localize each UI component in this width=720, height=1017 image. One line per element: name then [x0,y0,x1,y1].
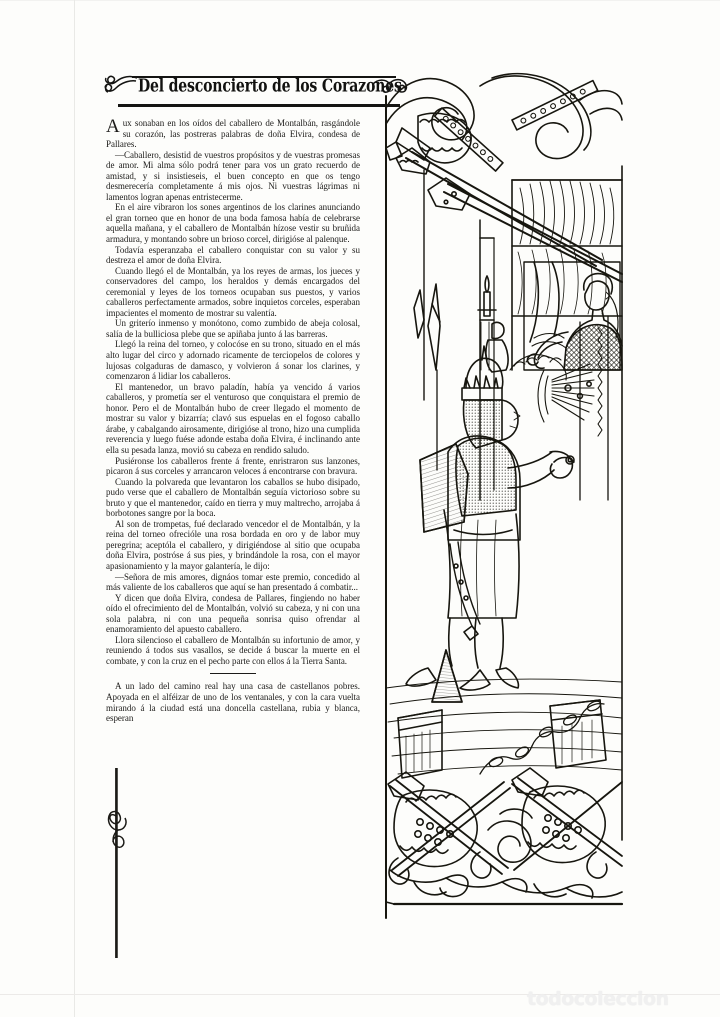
paragraph-13: Y dicen que doña Elvira, condesa de Pallares, fingiendo no haber oído el ofrecimiento del de Montalbán, volvió su cabeza, y ni con una sola palabra, ni con una pequeña sonrisa quiso ofrendar al enamoramiento del apuesto caballero. [106,592,360,635]
paragraph-3: En el aire vibraron los sones argentinos de los clarines anunciando el gran torneo que en honor de una boda famosa había de celebrarse aquella mañana, y el caballero de Montalbán hízose vestir su bruñida armadura, y montando sobre un brioso corcel, dirigióse al palenque. [106,202,360,245]
decorative-vertical-rule [104,768,130,958]
tournament-illustration [384,70,624,920]
paragraph-5: Cuando llegó el de Montalbán, ya los reyes de armas, los jueces y conservadores del campo, los heraldos y demás encargados del ceremonial y leyes de los torneos ocupaban sus puestos, y varios caballeros perfectamente armados, sobre inquietos corceles, esperaban impacientes el momento de mostrar su valentía. [106,265,360,318]
scan-edge-top [0,0,720,1]
watermark: todocoleccion [527,988,669,1010]
paragraph-11: Al son de trompetas, fué declarado vencedor el de Montalbán, y la reina del torneo ofrecióle una rosa bordada en oro y de labor muy peregrina; aceptóla el caballero, y dirigiéndose al sitio que ocupaba doña Elvira, postróse á sus pies, y brindándole la rosa, con el mayor apasionamiento y la mayor galantería, le dijo: [106,518,360,571]
text-column [106,118,360,918]
paragraph-15: A un lado del camino real hay una casa de castellanos pobres. Apoyada en el alféizar de uno de los ventanales, y con la cara vuelta mirando á la ciudad está una doncella castellana, rubia y blanca, esperan [106,681,360,724]
paragraph-12: —Señora de mis amores, dignáos tomar este premio, concedido al más valiente de los caballeros que aquí se han presentado á combatir... [106,571,360,593]
paragraph-text: ux sonaban en los oídos del caballero de Montalbán, rasgándole su corazón, las postreras palabras de doña Elvira, condesa de Pallares. [106,118,360,150]
title-rule-bottom [118,104,400,107]
paragraph-4: Todavía esperanzaba el caballero conquistar con su valor y su destreza el amor de doña Elvira. [106,244,360,266]
paragraph-1 [106,118,360,150]
paragraph-7: Llegó la reina del torneo, y colocóse en su trono, situado en el más alto lugar del circo y adornado ricamente de terciopelos de colores y lujosas colgaduras de damasco, y volvieron á sonar los clarines, y comenzaron á lidiar los caballeros. [106,339,360,382]
paragraph-8: El mantenedor, un bravo paladín, había ya vencido á varios caballeros, y prometía ser el venturoso que conquistara el premio de honor. Pero el de Montalbán hubo de creer llegado el momento de mostrar su valor y bizarría; clavó sus espuelas en el fogoso caballo árabe, y cabalgando airosamente, dirigióse al trono, hizo una cumplida reverencia y luego fuése adonde estaba doña Elvira, é inclinando ante ella su pesada lanza, movió su cabeza en rendido saludo. [106,381,360,455]
section-separator [210,673,256,674]
drop-cap: A [106,116,120,137]
paragraph-10: Cuando la polvareda que levantaron los caballos se hubo disipado, pudo verse que el caballero de Montalbán seguía victorioso sobre su bruto y que el mantenedor, caído en tierra y muy maltrecho, arrojaba á borbotones sangre por la boca. [106,476,360,519]
paragraph-6: Un griterío inmenso y monótono, como zumbido de abeja colosal, salía de la bulliciosa plebe que se apiñaba junto á las barreras. [106,318,360,339]
paragraph-9: Pusiéronse los caballeros frente á frente, enristraron sus lanzones, picaron á sus corceles y arrancaron veloces á encontrarse con bravura. [106,455,360,477]
scan-edge-left [74,0,75,1017]
paragraph-2: —Caballero, desistid de vuestros propósitos y de vuestras promesas de amor. Mi alma sólo podrá tener para vos un grato recuerdo de amistad, y si insistieseis, el buen concepto en que os tengo desmerecería completamente á mis ojos. Ni vuestras lágrimas ni lamentos logran apenas entristecerme. [106,149,360,202]
page-title: Del desconcierto de los Corazones [138,75,402,97]
paragraph-14: Llora silencioso el caballero de Montalbán su infortunio de amor, y reuniendo á todos sus vasallos, se decide á buscar la muerte en el combate, y con la cruz en el pecho parte con ellos á la Tierra Santa. [106,634,360,666]
printed-plate [88,70,624,920]
scroll-flourish-left-icon [104,72,138,106]
title-banner [104,70,400,110]
body-text-stack [106,118,360,724]
